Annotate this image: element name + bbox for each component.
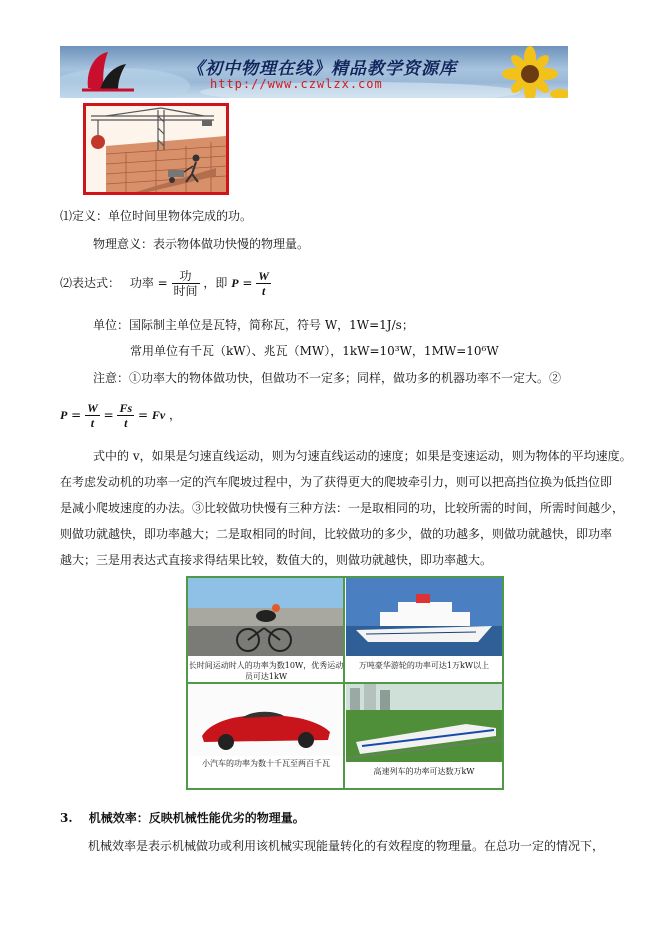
power-symbol-fraction <box>256 269 271 298</box>
train-caption: 高速列车的功率可达数万kW <box>373 767 475 776</box>
crane-worker-drawing <box>86 106 226 192</box>
section-3-title: 机械效率：反映机械性能优劣的物理量。 <box>88 811 305 825</box>
expression-line <box>60 266 271 300</box>
cyclist-photo <box>188 578 344 682</box>
f2-symbol-t1: t <box>90 416 95 430</box>
header-banner <box>60 46 568 98</box>
fraction-work: 功 <box>172 269 200 284</box>
ship-image <box>346 578 502 656</box>
symbol-P: P <box>231 276 239 290</box>
fraction-time: 时间 <box>173 284 198 298</box>
train-image <box>346 684 502 762</box>
section-3-number: 3. <box>60 811 73 825</box>
f2-symbol-P: P <box>60 408 68 422</box>
car-caption: 小汽车的功率为数十千瓦至两百千瓦 <box>202 759 330 768</box>
sports-car-photo <box>188 684 344 788</box>
f2-tail: ， <box>169 408 182 422</box>
ship-caption: 万吨豪华游轮的功率可达1万kW以上 <box>358 661 490 670</box>
f2-equals-1: = <box>71 408 82 422</box>
definition-line: ⑴定义：单位时间里物体完成的功。 <box>60 209 253 223</box>
symbol-equals: = <box>242 276 253 290</box>
paragraph-line-1: 式中的 v，如果是匀速直线运动，则为匀速直线运动的速度；如果是变速运动，则为物体的平均速度。 <box>93 449 632 463</box>
symbol-W: W <box>258 269 269 283</box>
symbol-t: t <box>261 284 266 298</box>
f2-symbol-t2: t <box>124 416 128 430</box>
paragraph-line-3: 是减小爬坡速度的办法。③比较做功快慢有三种方法：一是取相同的功，比较所需的时间，所需时间越少， <box>60 501 625 515</box>
section-3-heading <box>60 810 305 826</box>
f2-equals-3: = <box>137 408 149 422</box>
unit-line-2: 常用单位有千瓦（kW）、兆瓦（MW），1kW=10³W，1MW=10⁶W <box>130 344 499 358</box>
f2-fraction-Fs-t <box>117 401 134 430</box>
paragraph-line-5: 越大；三是用表达式直接求得结果比较，数值大的，则做功就越快，即功率越大。 <box>60 553 493 567</box>
physical-meaning-line: 物理意义：表示物体做功快慢的物理量。 <box>93 237 310 251</box>
cyclist-caption: 长时间运动时人的功率为数10W，优秀运动员可达1kW <box>188 661 344 681</box>
power-word-fraction <box>172 269 200 298</box>
power-word: 功率 = <box>129 276 168 290</box>
sunflower-icon <box>502 46 568 98</box>
banner-url[interactable]: http://www.czwlzx.com <box>210 77 383 91</box>
cyclist-image <box>188 578 343 656</box>
note-line: 注意：①功率大的物体做功快，但做功不一定多；同样，做功多的机器功率不一定大。② <box>93 371 562 385</box>
ship-photo <box>346 578 502 682</box>
expression-label: ⑵表达式： <box>60 276 121 290</box>
paragraph-line-2: 在考虑发动机的功率一定的汽车爬坡过程中，为了获得更大的爬坡牵引力，则可以把高挡位换为低挡位即 <box>60 475 613 489</box>
f2-symbol-Fs: Fs <box>119 401 133 415</box>
f2-symbol-Fv: Fv <box>151 408 166 422</box>
sports-car-image <box>188 684 343 756</box>
f2-equals-2: = <box>103 408 114 422</box>
f2-fraction-W-t <box>85 401 100 430</box>
expression-connector: ，即 <box>203 276 228 290</box>
efficiency-paragraph: 机械效率是表示机械做功或利用该机械实现能量转化的有效程度的物理量。在总功一定的情况下， <box>88 839 605 853</box>
banner-title: 《初中物理在线》精品教学资源库 <box>187 59 457 79</box>
crane-illustration <box>83 103 229 195</box>
power-formula-line <box>60 398 181 432</box>
high-speed-train-photo <box>346 684 502 788</box>
unit-line-1: 单位：国际制主单位是瓦特，简称瓦，符号 W，1W=1J/s； <box>93 318 414 332</box>
f2-symbol-W: W <box>87 401 98 415</box>
paragraph-line-4: 则做功就越快，即功率越大；二是取相同的时间，比较做功的多少，做的功越多，则做功就越快，即功率 <box>60 527 613 541</box>
power-examples-figure <box>186 576 504 790</box>
